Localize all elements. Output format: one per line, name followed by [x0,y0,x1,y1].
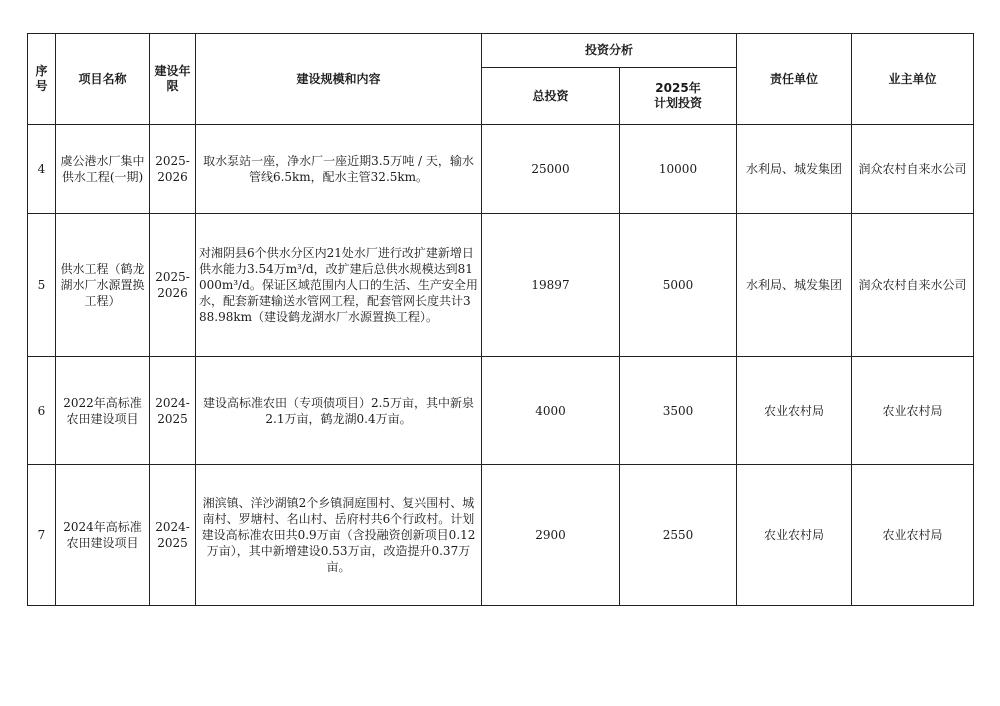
cell-responsible-unit: 农业农村局 [737,465,852,606]
cell-total-investment: 4000 [482,357,620,465]
cell-seq: 6 [28,357,56,465]
cell-seq: 4 [28,125,56,214]
cell-scope: 取水泵站一座，净水厂一座近期3.5万吨 / 天，输水管线6.5km，配水主管32.5km。 [196,125,482,214]
table-row [28,357,974,465]
cell-project-name: 2022年高标准农田建设项目 [56,357,150,465]
cell-plan-investment: 5000 [620,214,737,357]
cell-scope: 对湘阴县6个供水分区内21处水厂进行改扩建新增日供水能力3.54万m³/d，改扩建后总供水规模达到81000m³/d。保证区域范围内人口的生活、生产安全用水，配套新建输送水管网工程，配套管网长度共计388.98km（建设鹤龙湖水厂水源置换工程）。 [196,214,482,357]
cell-project-name: 虞公港水厂集中供水工程(一期) [56,125,150,214]
header-seq: 序号 [28,34,56,125]
cell-total-investment: 19897 [482,214,620,357]
cell-period: 2024-2025 [150,357,196,465]
header-project-name: 项目名称 [56,34,150,125]
header-scope: 建设规模和内容 [196,34,482,125]
project-table [27,33,974,606]
cell-owner-unit: 润众农村自来水公司 [852,125,974,214]
table-row [28,125,974,214]
cell-seq: 5 [28,214,56,357]
cell-responsible-unit: 农业农村局 [737,357,852,465]
header-row [28,34,974,68]
cell-responsible-unit: 水利局、城发集团 [737,125,852,214]
cell-scope: 湘滨镇、洋沙湖镇2个乡镇洞庭围村、复兴围村、城南村、罗塘村、名山村、岳府村共6个行政村。计划建设高标准农田共0.9万亩（含投融资创新项目0.12万亩），其中新增建设0.53万亩，改造提升0.37万亩。 [196,465,482,606]
cell-period: 2025-2026 [150,125,196,214]
header-period: 建设年限 [150,34,196,125]
cell-owner-unit: 农业农村局 [852,357,974,465]
header-responsible-unit: 责任单位 [737,34,852,125]
cell-responsible-unit: 水利局、城发集团 [737,214,852,357]
table-row [28,214,974,357]
header-owner-unit: 业主单位 [852,34,974,125]
cell-period: 2025-2026 [150,214,196,357]
table-row [28,465,974,606]
cell-owner-unit: 农业农村局 [852,465,974,606]
cell-seq: 7 [28,465,56,606]
header-plan-investment: 2025年 计划投资 [620,68,737,125]
cell-plan-investment: 3500 [620,357,737,465]
cell-total-investment: 25000 [482,125,620,214]
cell-project-name: 供水工程（鹤龙湖水厂水源置换工程） [56,214,150,357]
cell-project-name: 2024年高标准农田建设项目 [56,465,150,606]
cell-plan-investment: 2550 [620,465,737,606]
header-total-investment: 总投资 [482,68,620,125]
cell-plan-investment: 10000 [620,125,737,214]
cell-total-investment: 2900 [482,465,620,606]
cell-period: 2024-2025 [150,465,196,606]
header-investment-analysis: 投资分析 [482,34,737,68]
cell-owner-unit: 润众农村自来水公司 [852,214,974,357]
cell-scope: 建设高标准农田（专项债项目）2.5万亩，其中新泉2.1万亩，鹤龙湖0.4万亩。 [196,357,482,465]
